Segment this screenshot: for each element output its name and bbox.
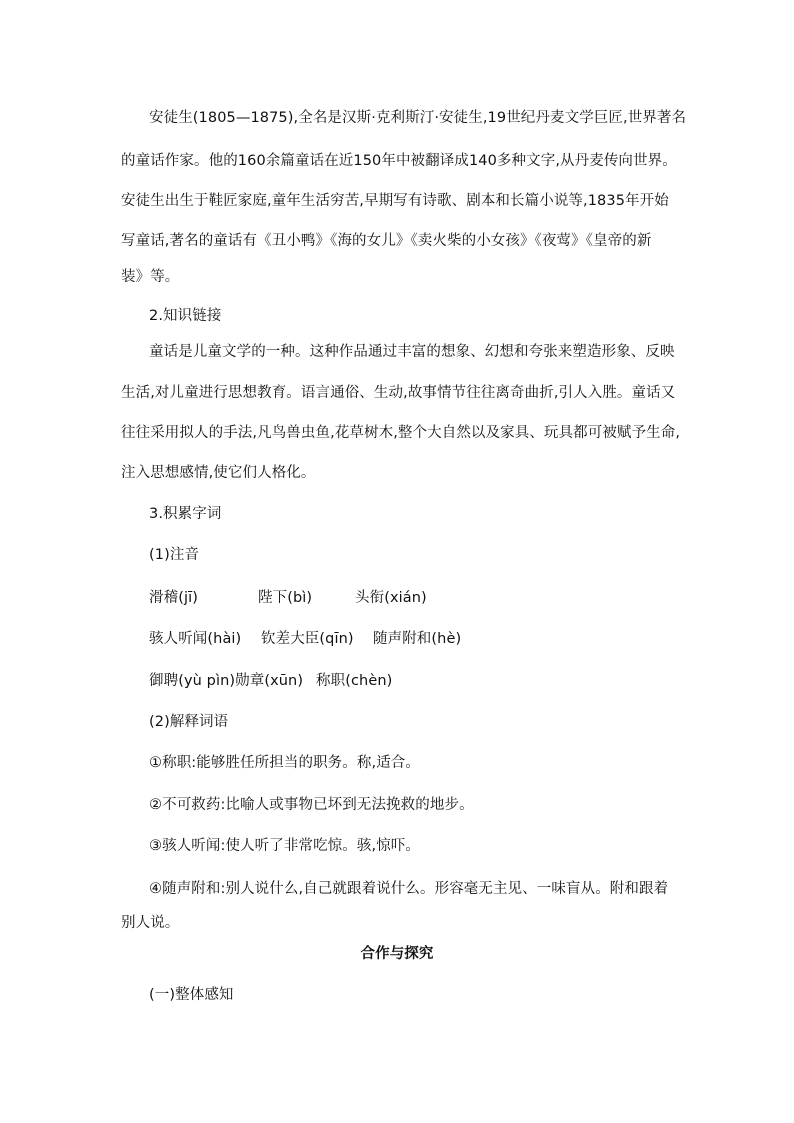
knowledge-heading: 2.知识链接 [149, 308, 222, 324]
pinyin-item: 骇人听闻(hài) [149, 631, 242, 647]
pinyin-item: 随声附和(hè) [373, 631, 462, 647]
explanation-2: ②不可救药:比喻人或事物已坏到无法挽救的地步。 [149, 797, 474, 813]
knowledge-line-3: 往往采用拟人的手法,凡鸟兽虫鱼,花草树木,整个大自然以及家具、玩具都可被赋予生命, [121, 425, 681, 441]
intro-line-4: 写童话,著名的童话有《丑小鸭》《海的女儿》《卖火柴的小女孩》《夜莺》《皇帝的新 [121, 233, 652, 249]
vocab-heading: 3.积累字词 [149, 506, 222, 522]
pinyin-item: 钦差大臣(qīn) [261, 631, 354, 647]
pinyin-heading: (1)注音 [149, 547, 200, 563]
pinyin-item: 称职(chèn) [316, 673, 393, 689]
intro-line-2: 的童话作家。他的160余篇童话在近150年中被翻译成140多种文字,从丹麦传向世界。 [121, 153, 677, 169]
knowledge-line-1: 童话是儿童文学的一种。这种作品通过丰富的想象、幻想和夸张来塑造形象、反映 [149, 344, 675, 360]
explanation-1: ①称职:能够胜任所担当的职务。称,适合。 [149, 755, 420, 771]
knowledge-line-4: 注入思想感情,使它们人格化。 [121, 465, 316, 481]
pinyin-item: 滑稽(jī) [149, 590, 198, 606]
intro-line-1: 安徒生(1805—1875),全名是汉斯·克利斯汀·安徒生,19世纪丹麦文学巨匠,世界著名 [149, 110, 687, 126]
pinyin-item: 御聘(yù pìn)勋章(xūn) [149, 673, 304, 689]
explain-heading: (2)解释词语 [149, 714, 229, 730]
intro-line-3: 安徒生出生于鞋匠家庭,童年生活穷苦,早期写有诗歌、剧本和长篇小说等,1835年开始 [121, 193, 669, 209]
section-title: 合作与探究 [360, 946, 434, 962]
pinyin-item: 陛下(bì) [258, 590, 313, 606]
explanation-3: ③骇人听闻:使人听了非常吃惊。骇,惊吓。 [149, 838, 420, 854]
intro-line-5: 装》等。 [121, 269, 180, 285]
pinyin-item: 头衔(xián) [355, 590, 427, 606]
explanation-4-cont: 别人说。 [121, 915, 180, 931]
explanation-4: ④随声附和:别人说什么,自己就跟着说什么。形容毫无主见、一味盲从。附和跟着 [149, 881, 669, 897]
knowledge-line-2: 生活,对儿童进行思想教育。语言通俗、生动,故事情节往往离奇曲折,引人入胜。童话又 [121, 385, 676, 401]
section-subheading: (一)整体感知 [149, 987, 234, 1003]
